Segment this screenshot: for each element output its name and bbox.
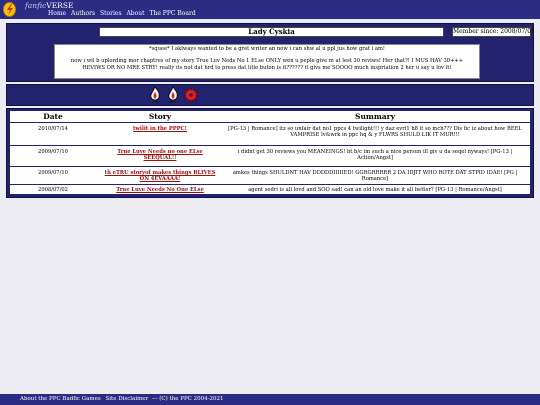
- nav-home-link[interactable]: Home: [48, 10, 67, 17]
- lightning-logo-icon[interactable]: [3, 2, 16, 17]
- footer-copyright: --- (C) the PPC 2004-2021: [151, 396, 224, 402]
- row-summary: amkes things SHULDNT HAV DDDDDIIIIIED! GGRGRRRRR 2 DA IDJIT WHO ROTE DAT STPID IDAE! [PG | Romance]: [232, 170, 518, 183]
- header-story: Story: [148, 112, 172, 121]
- bio-line-2: now i wil b uplording mor chaptres of my story True Luv Neds No 1 ELse ONLY wen u peple give m at lest 30 reviws! Her that?! I MUS HAV 30+++ REVIWS OR NO MRE STRY! really its not dat hrd to press dat litle buton is it?????? it givs me SOOOO much inspriation 2 her u say u lov it!: [70, 58, 464, 71]
- table-row: [10, 184, 530, 194]
- profile-panel: [6, 23, 534, 82]
- story-link[interactable]: True Luve Needs no one ELse SEEQUAL!!: [117, 149, 203, 162]
- site-header: [0, 0, 540, 19]
- row-date: 2009/07/10: [38, 149, 68, 155]
- site-title-main: VERSE: [46, 1, 74, 10]
- gear-icon: [183, 87, 199, 107]
- bio-line-1: *squee* I aklways wanted to be a gret writer an now i can shw al u ppl jus how grat i am!: [149, 46, 385, 52]
- author-name: Lady Cyskia: [99, 27, 444, 37]
- nav-stories-link[interactable]: Stories: [99, 10, 122, 17]
- row-summary: i didnt get 30 reviews you MEANEINGS! bt b/c im such a nice persun ill giv u da seqel nyways! [PG-13 | Action/Angst]: [237, 149, 513, 162]
- site-title-prefix: fanfic: [25, 1, 47, 10]
- table-header: [10, 111, 530, 121]
- header-summary: Summary: [355, 112, 395, 121]
- row-date: 2009/07/10: [38, 170, 68, 176]
- header-date: Date: [43, 112, 63, 121]
- table-row: [10, 166, 530, 184]
- flame-icon: [149, 86, 161, 107]
- footer-about-link[interactable]: About the PPC Badfic Games: [20, 396, 101, 402]
- table-row: [10, 122, 530, 145]
- member-since: Member since: 2008/07/01: [453, 28, 535, 35]
- badge-panel: [6, 84, 534, 106]
- author-bio: [54, 44, 480, 79]
- site-footer: [0, 394, 540, 405]
- nav-about-link[interactable]: About: [126, 10, 145, 17]
- stories-panel: [6, 108, 534, 198]
- row-date: 2008/07/02: [38, 187, 68, 193]
- story-link[interactable]: th eTRU storyof makes things RLIVES ON 4EVAAAA!: [104, 170, 216, 183]
- stories-table: [10, 111, 530, 194]
- top-nav: [48, 9, 199, 18]
- story-link[interactable]: True Luve Needs No One ELse: [116, 187, 204, 193]
- row-summary: [PG-13 | Romance] itz so unfair dat no1 ppcs 4 twilight!!! y daz evri1 h8 it so mch??? Dis fic iz about how REEL VAMPRISE lv&wrk in ppc hq & y FLWRS SHULD LIK IT MUR!!!: [228, 126, 522, 139]
- story-link[interactable]: twilit in the PPPC!: [133, 126, 187, 132]
- flame-icon: [167, 86, 179, 107]
- row-summary: agent sedri is all lovd and SOO sad! can an old love make it all better? [PG-13 | Romance/Angst]: [248, 187, 502, 193]
- table-row: [10, 145, 530, 166]
- row-date: 2010/07/14: [38, 126, 68, 132]
- nav-board-link[interactable]: The PPC Board: [149, 10, 196, 17]
- footer-disclaimer-link[interactable]: Site Disclaimer: [105, 396, 149, 402]
- nav-authors-link[interactable]: Authors: [71, 10, 96, 17]
